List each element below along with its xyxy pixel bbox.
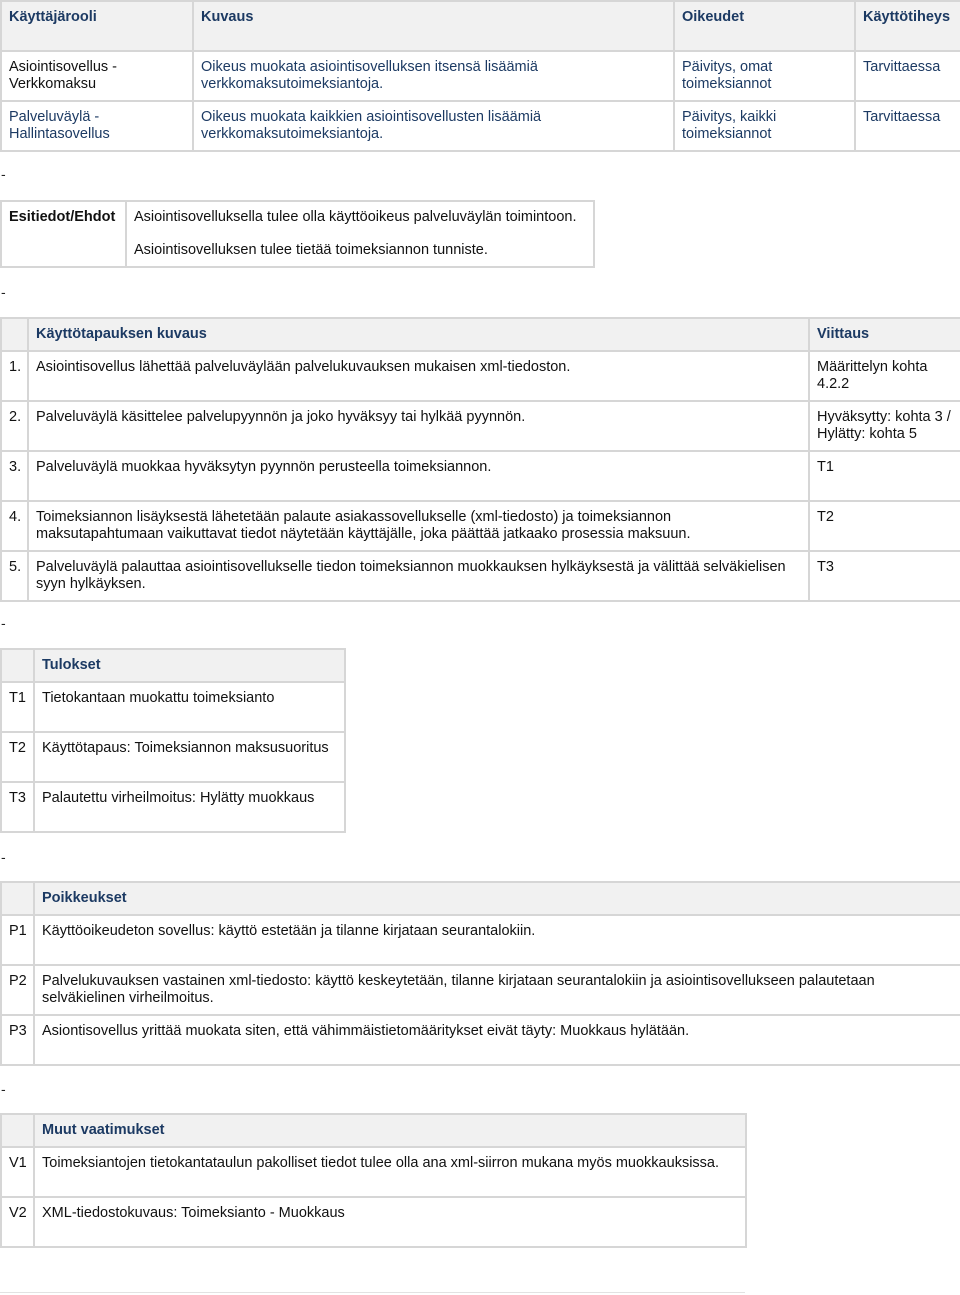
table-row (1, 732, 345, 782)
result-text: Palautettu virheilmoitus: Hylätty muokkaus (34, 782, 345, 832)
preconditions-text (126, 201, 594, 267)
rights-cell: Päivitys, kaikki toimeksiannot (674, 101, 855, 151)
results-header: Tulokset (34, 649, 345, 682)
exception-text: Käyttöoikeudeton sovellus: käyttö estetään ja tilanne kirjataan seurantalokiin. (34, 915, 960, 965)
usecase-table (0, 317, 960, 602)
frequency-cell: Tarvittaessa (855, 51, 960, 101)
separator: - (1, 1081, 6, 1097)
step-text: Palveluväylä muokkaa hyväksytyn pyynnön perusteella toimeksiannon. (28, 451, 809, 501)
exceptions-table (0, 881, 960, 1066)
results-table (0, 648, 346, 833)
step-number: 5. (1, 551, 28, 601)
exception-id: P2 (1, 965, 34, 1015)
role-cell: Asiointisovellus - Verkkomaksu (1, 51, 193, 101)
description-cell: Oikeus muokata asiointisovelluksen itsensä lisäämiä verkkomaksutoimeksiantoja. (193, 51, 674, 101)
table-row (1, 401, 960, 451)
roles-header-row (1, 1, 960, 51)
roles-table (0, 0, 960, 152)
exception-text: Palvelukuvauksen vastainen xml-tiedosto: käyttö keskeytetään, tilanne kirjataan seurantalokiin ja asiointisovellukseen palautetaan selväkielinen virheilmoitus. (34, 965, 960, 1015)
step-number: 4. (1, 501, 28, 551)
results-header-row (1, 649, 345, 682)
requirement-id: V2 (1, 1197, 34, 1247)
step-reference: T2 (809, 501, 960, 551)
other-requirements-table (0, 1113, 747, 1248)
precondition-line: Asiointisovelluksella tulee olla käyttöoikeus palveluväylän toimintoon. (134, 209, 577, 225)
precondition-line: Asiointisovelluksen tulee tietää toimeksiannon tunniste. (134, 242, 488, 258)
step-reference: Määrittelyn kohta 4.2.2 (809, 351, 960, 401)
preconditions-label: Esitiedot/Ehdot (1, 201, 126, 267)
requirement-id: V1 (1, 1147, 34, 1197)
header-number (1, 318, 28, 351)
table-row (1, 915, 960, 965)
other-header-row (1, 1114, 746, 1147)
table-row (1, 1147, 746, 1197)
exceptions-header-row (1, 882, 960, 915)
table-row (1, 1015, 960, 1065)
separator: - (1, 166, 6, 182)
preconditions-table (0, 200, 595, 268)
role-cell: Palveluväylä - Hallintasovellus (1, 101, 193, 151)
separator: - (1, 615, 6, 631)
step-text: Asiointisovellus lähettää palveluväylään palvelukuvauksen mukaisen xml-tiedoston. (28, 351, 809, 401)
table-row (1, 51, 960, 101)
header-frequency: Käyttötiheys (855, 1, 960, 51)
exception-id: P3 (1, 1015, 34, 1065)
separator: - (1, 849, 6, 865)
result-text: Tietokantaan muokattu toimeksianto (34, 682, 345, 732)
step-text: Palveluväylä palauttaa asiointisovellukselle tiedon toimeksiannon muokkauksen hylkäyksestä ja välittää selväkielisen syyn hylkäyksen. (28, 551, 809, 601)
table-row (1, 501, 960, 551)
step-reference: Hyväksytty: kohta 3 / Hylätty: kohta 5 (809, 401, 960, 451)
exceptions-header: Poikkeukset (34, 882, 960, 915)
table-row (1, 965, 960, 1015)
exception-id: P1 (1, 915, 34, 965)
table-row (1, 551, 960, 601)
requirement-text: XML-tiedostokuvaus: Toimeksianto - Muokkaus (34, 1197, 746, 1247)
requirement-text: Toimeksiantojen tietokantataulun pakolliset tiedot tulee olla ana xml-siirron mukana myös muokkauksissa. (34, 1147, 746, 1197)
other-requirements-header: Muut vaatimukset (34, 1114, 746, 1147)
header-description: Kuvaus (193, 1, 674, 51)
result-id: T1 (1, 682, 34, 732)
frequency-cell: Tarvittaessa (855, 101, 960, 151)
step-reference: T3 (809, 551, 960, 601)
table-row (1, 101, 960, 151)
step-number: 2. (1, 401, 28, 451)
page-rule (0, 1292, 745, 1293)
separator: - (1, 284, 6, 300)
step-number: 3. (1, 451, 28, 501)
table-row (1, 682, 345, 732)
exception-text: Asiontisovellus yrittää muokata siten, että vähimmäistietomääritykset eivät täyty: Muokkaus hylätään. (34, 1015, 960, 1065)
rights-cell: Päivitys, omat toimeksiannot (674, 51, 855, 101)
result-id: T3 (1, 782, 34, 832)
step-text: Toimeksiannon lisäyksestä lähetetään palaute asiakassovellukselle (xml-tiedosto) ja toimeksiannon maksutapahtumaan vaikuttavat tiedot näytetään käyttäjälle, joka päättää jatkaako prosessia maksuun. (28, 501, 809, 551)
table-row (1, 351, 960, 401)
result-text: Käyttötapaus: Toimeksiannon maksusuoritus (34, 732, 345, 782)
result-id: T2 (1, 732, 34, 782)
header-role: Käyttäjärooli (1, 1, 193, 51)
header-usecase: Käyttötapauksen kuvaus (28, 318, 809, 351)
table-row (1, 1197, 746, 1247)
usecase-header-row (1, 318, 960, 351)
header-rights: Oikeudet (674, 1, 855, 51)
step-reference: T1 (809, 451, 960, 501)
description-cell: Oikeus muokata kaikkien asiointisovellusten lisäämiä verkkomaksutoimeksiantoja. (193, 101, 674, 151)
step-number: 1. (1, 351, 28, 401)
table-row (1, 782, 345, 832)
header-reference: Viittaus (809, 318, 960, 351)
table-row (1, 451, 960, 501)
step-text: Palveluväylä käsittelee palvelupyynnön ja joko hyväksyy tai hylkää pyynnön. (28, 401, 809, 451)
